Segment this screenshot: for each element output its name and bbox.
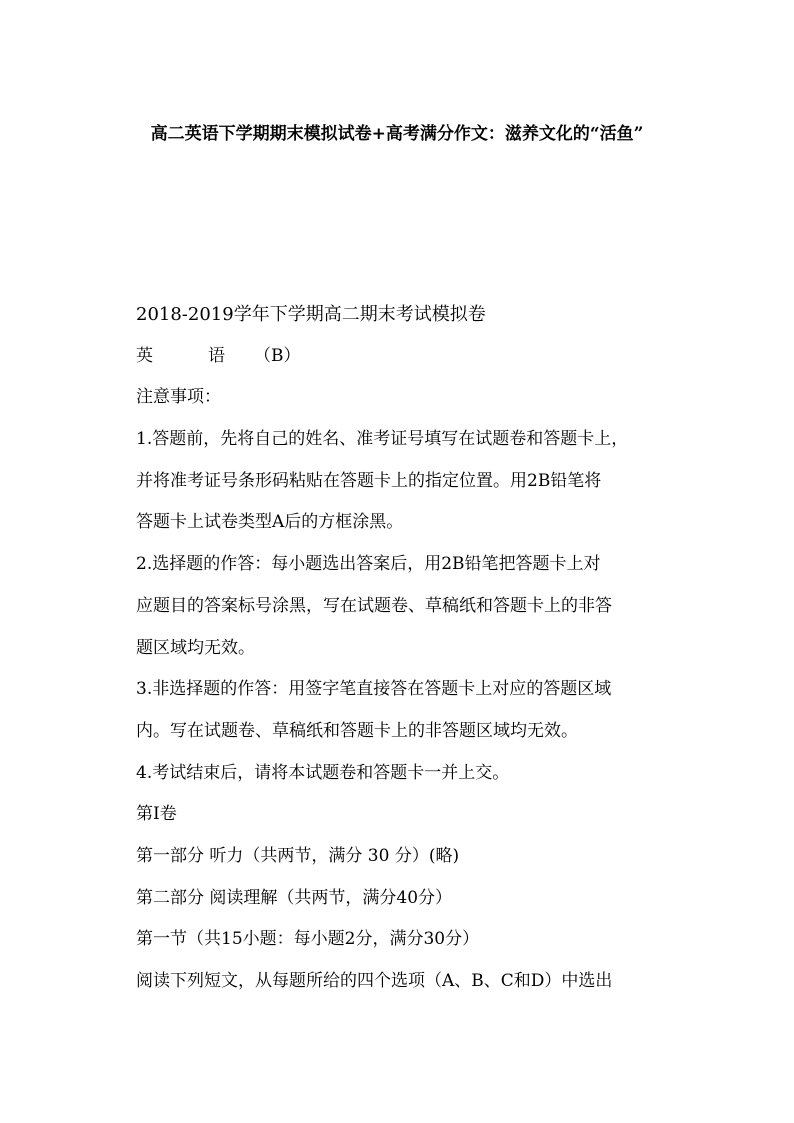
instruction-2-line-2: 应题目的答案标号涂黑，写在试题卷、草稿纸和答题卡上的非答 (136, 595, 612, 616)
exam-subtitle: 2018-2019学年下学期高二期末考试模拟卷 (136, 304, 486, 325)
instruction-1-line-1: 1.答题前，先将自己的姓名、准考证号填写在试题卷和答题卡上， (136, 429, 629, 450)
instruction-2-line-1: 2.选择题的作答：每小题选出答案后，用2B铅笔把答题卡上对 (136, 554, 601, 575)
subject-line (136, 336, 676, 378)
subject-char-1: 英 (136, 345, 153, 366)
instruction-1-line-3: 答题卡上试卷类型A后的方框涂黑。 (136, 512, 404, 533)
document-title: 高二英语下学期期末模拟试卷+高考满分作文：滋养文化的“活鱼” (150, 124, 644, 144)
notice-heading: 注意事项： (136, 387, 221, 408)
instruction-3-line-2: 内。写在试题卷、草稿纸和答题卡上的非答题区域均无效。 (136, 720, 578, 741)
part-2-heading: 第二部分 阅读理解（共两节，满分40分） (136, 887, 453, 908)
part-1-heading: 第一部分 听力（共两节，满分 30 分）(略) (136, 845, 460, 866)
section-1-heading: 第一节（共15小题：每小题2分，满分30分） (136, 929, 480, 950)
document-body (136, 294, 676, 1003)
reading-instruction: 阅读下列短文，从每题所给的四个选项（A、B、C和D）中选出 (136, 971, 613, 991)
volume-heading: 第Ⅰ卷 (136, 804, 177, 825)
instruction-3-line-1: 3.非选择题的作答：用签字笔直接答在答题卡上对应的答题区域 (136, 679, 612, 700)
subject-char-2: 语 (208, 345, 225, 366)
paper-type: （B） (254, 345, 301, 366)
instruction-2-line-3: 题区域均无效。 (136, 637, 255, 658)
instruction-4: 4.考试结束后，请将本试题卷和答题卡一并上交。 (136, 762, 510, 783)
instruction-1-line-2: 并将准考证号条形码粘贴在答题卡上的指定位置。用2B铅笔将 (136, 470, 602, 491)
